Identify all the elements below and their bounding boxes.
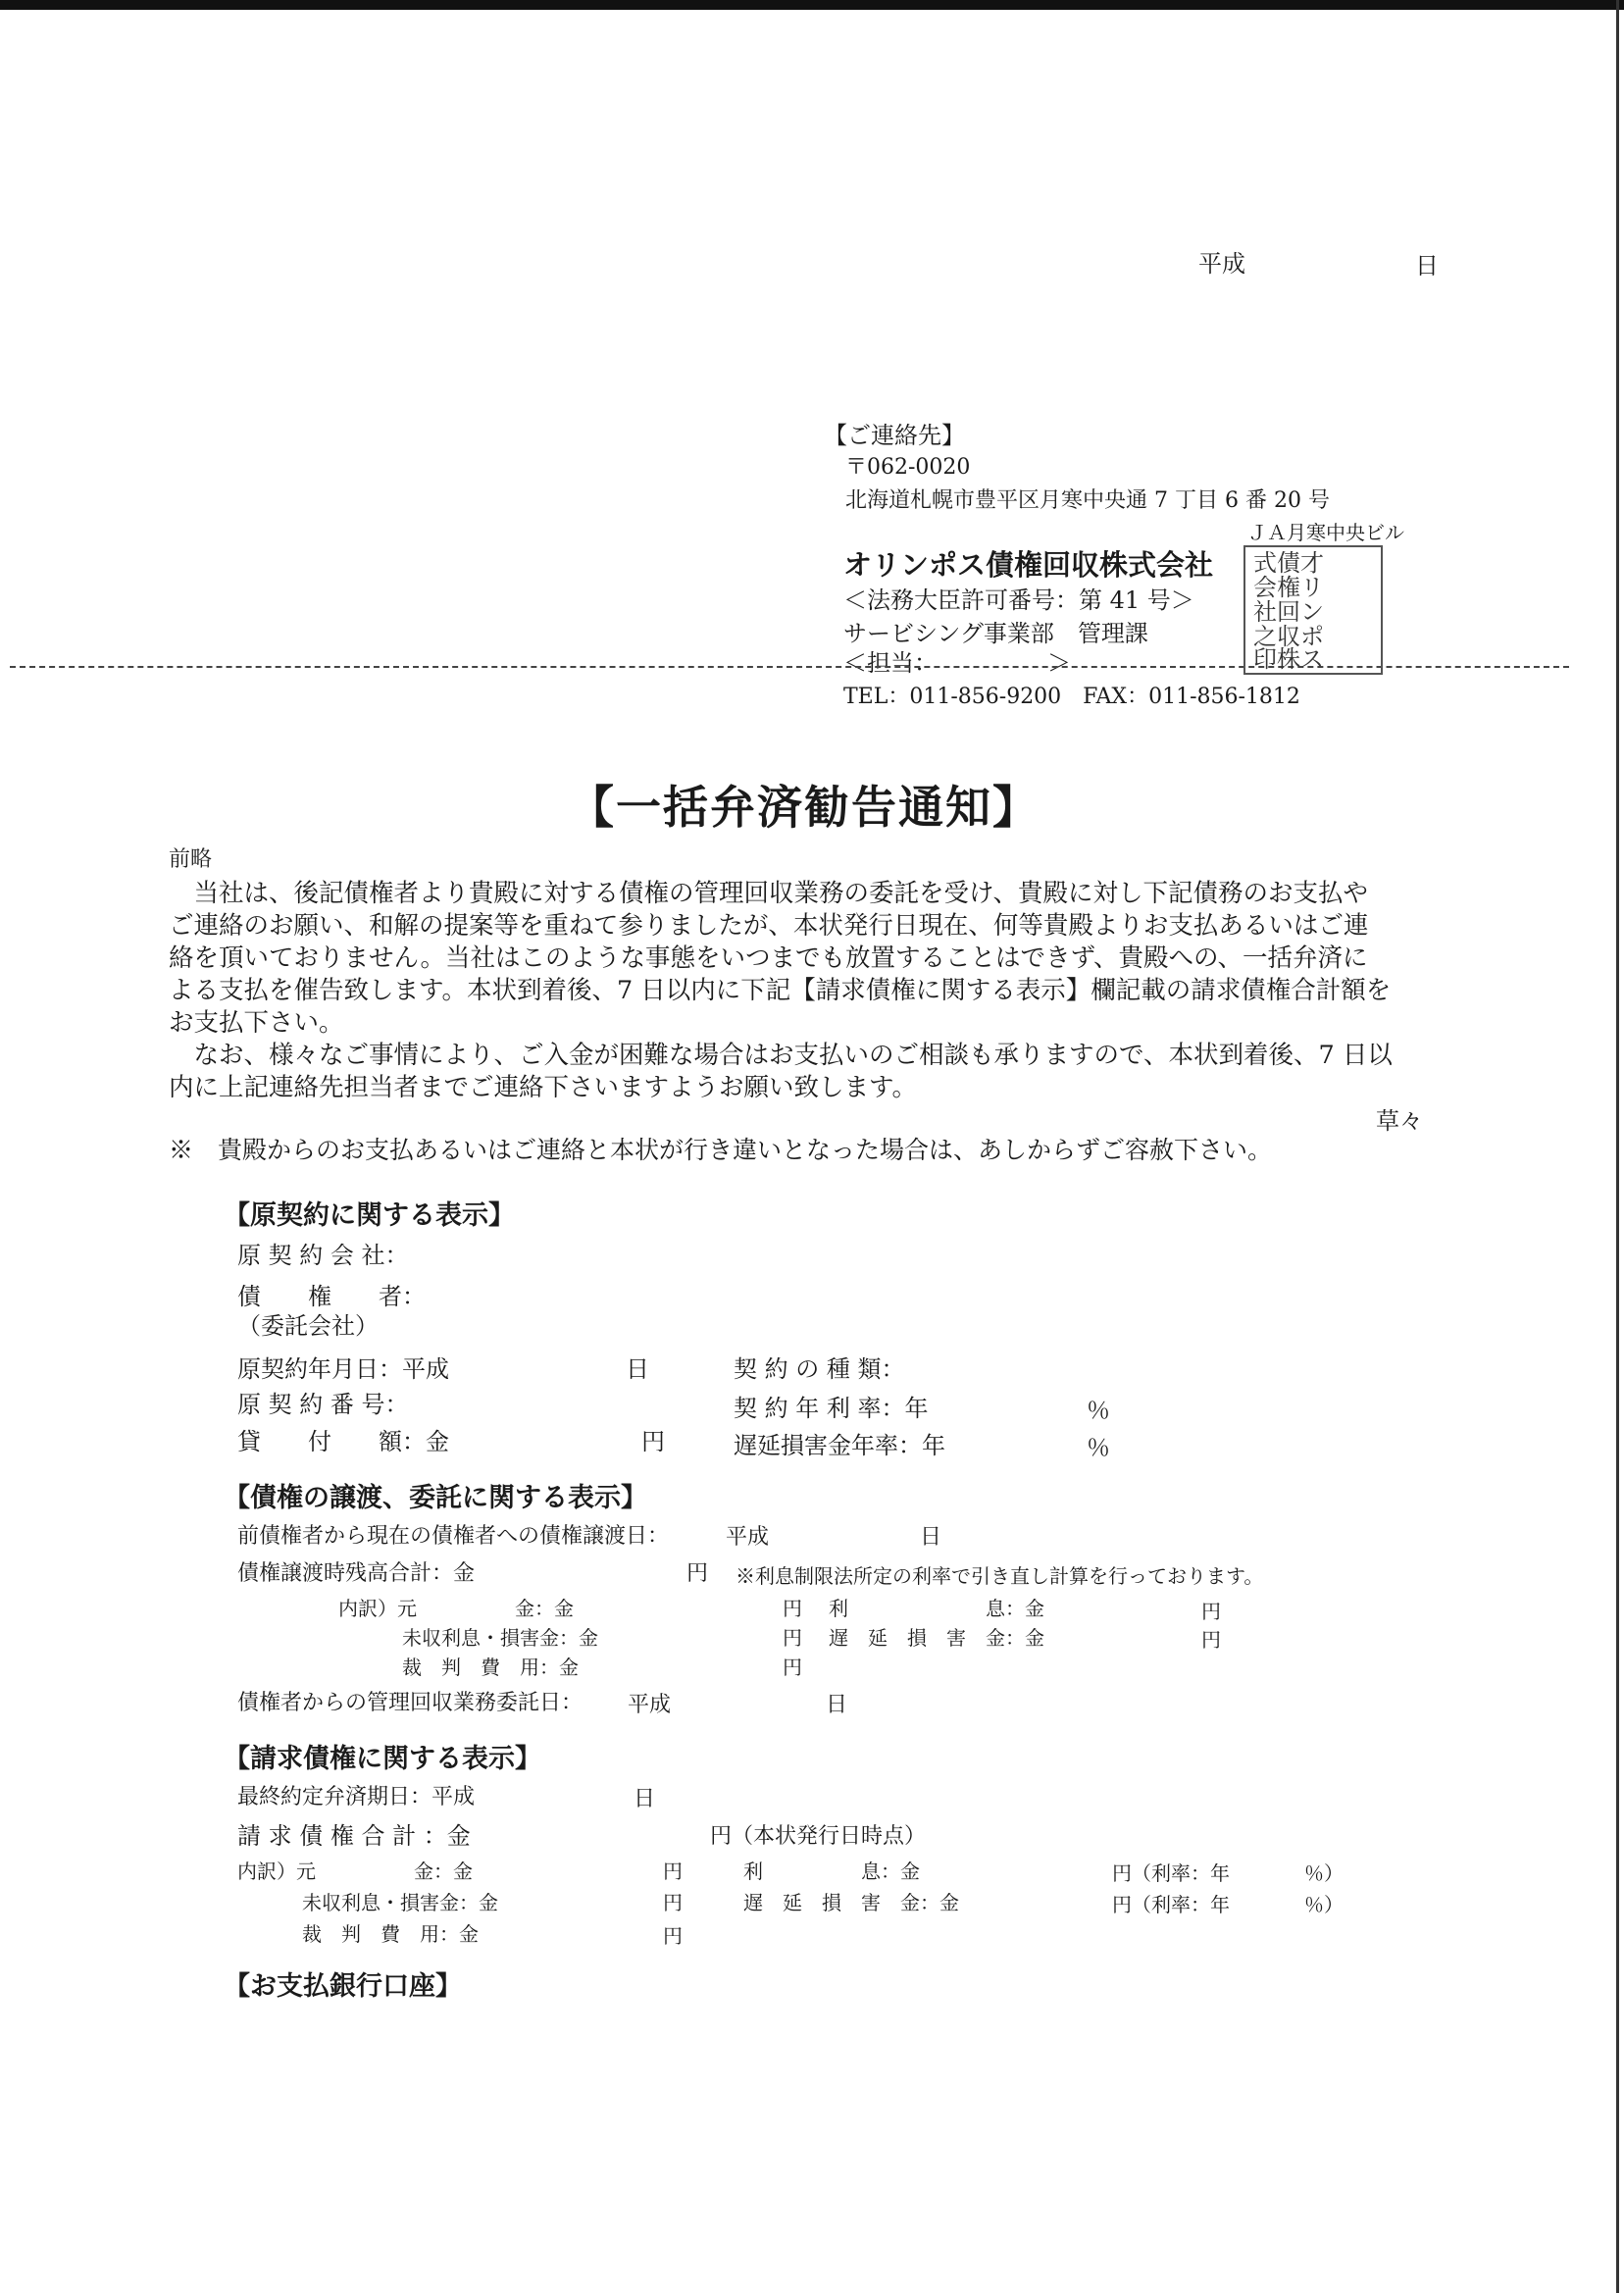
contract-rate-label: 契 約 年 利 率：年 — [734, 1395, 929, 1422]
creditor-sub: （委託会社） — [237, 1312, 379, 1340]
body-line: 内に上記連絡先担当者までご連絡下さいますようお願い致します。 — [169, 1073, 917, 1102]
transfer-date-era: 平成 — [726, 1525, 770, 1550]
transfer-principal-yen: 円 — [783, 1597, 802, 1620]
transfer-balance-yen: 円 — [686, 1561, 709, 1586]
transfer-unpaid-yen: 円 — [783, 1626, 802, 1650]
section-bank-account: 【お支払銀行口座】 — [224, 1971, 462, 2002]
transfer-date-label: 前債権者から現在の債権者への債権譲渡日： — [237, 1524, 670, 1549]
entrust-date-era: 平成 — [628, 1693, 672, 1717]
seal-line: 社回ン — [1253, 598, 1324, 626]
company-seal-stamp — [1243, 545, 1383, 675]
contact-heading: 【ご連絡先】 — [824, 422, 965, 449]
transfer-late-yen: 円 — [1201, 1628, 1221, 1652]
contract-date-day: 日 — [626, 1355, 649, 1383]
claim-unpaid-yen: 円 — [663, 1891, 683, 1914]
note: ※ 貴殿からのお支払あるいはご連絡と本状が行き違いとなった場合は、あしからずご容赦下さい。 — [169, 1136, 1273, 1164]
greeting: 前略 — [169, 847, 213, 872]
loan-amount-yen: 円 — [641, 1428, 665, 1455]
creditor-label: 債 権 者： — [237, 1283, 426, 1310]
claim-interest-pct: ％） — [1304, 1861, 1344, 1885]
claim-total-yen: 円（本状発行日時点） — [710, 1824, 927, 1849]
seal-line: 之収ポ — [1253, 623, 1324, 650]
date-era: 平成 — [1198, 250, 1245, 278]
claim-due-day: 日 — [634, 1787, 656, 1811]
claim-late-rate: 円（利率：年 — [1112, 1893, 1230, 1916]
claim-court-label: 裁 判 費 用：金 — [302, 1922, 479, 1946]
page-edge — [1616, 0, 1619, 2293]
building: ＪＡ月寒中央ビル — [1247, 521, 1404, 544]
claim-interest-label: 利 息：金 — [743, 1860, 920, 1883]
body-line: なお、様々なご事情により、ご入金が困難な場合はお支払いのご相談も承りますので、本状到着後、7 日以 — [169, 1041, 1393, 1070]
transfer-date-day: 日 — [920, 1525, 942, 1550]
transfer-unpaid-label: 未収利息・損害金：金 — [402, 1626, 598, 1650]
body-line: よる支払を催告致します。本状到着後、7 日以内に下記【請求債権に関する表示】欄記載の請求債権合計額を — [169, 976, 1392, 1005]
claim-unpaid-label: 未収利息・損害金：金 — [302, 1891, 498, 1914]
body-line: 当社は、後記債権者より貴殿に対する債権の管理回収業務の委託を受け、貴殿に対し下記債務のお支払や — [169, 879, 1368, 908]
company-name: オリンポス債権回収株式会社 — [843, 548, 1214, 582]
department: サービシング事業部 管理課 — [843, 620, 1148, 647]
license-number: ＜法務大臣許可番号：第 41 号＞ — [843, 586, 1194, 614]
claim-principal-yen: 円 — [663, 1860, 683, 1883]
closing: 草々 — [1376, 1107, 1423, 1135]
contract-rate-pct: ％ — [1087, 1397, 1110, 1424]
section-transfer: 【債権の譲渡、委託に関する表示】 — [224, 1483, 647, 1513]
transfer-interest-yen: 円 — [1201, 1600, 1221, 1623]
transfer-balance-note: ※利息制限法所定の利率で引き直し計算を行っております。 — [736, 1564, 1264, 1588]
body-line: 絡を頂いておりません。当社はこのような事態をいつまでも放置することはできず、貴殿への、一括弁済に — [169, 943, 1368, 973]
claim-principal-label: 内訳）元 金：金 — [237, 1860, 473, 1883]
claim-total-label: 請 求 債 権 合 計 ：金 — [237, 1822, 471, 1850]
contract-type-label: 契 約 の 種 類： — [734, 1355, 905, 1383]
claim-interest-rate: 円（利率：年 — [1112, 1861, 1230, 1885]
transfer-principal-label: 内訳）元 金：金 — [338, 1597, 574, 1620]
original-company-label: 原 契 約 会 社： — [237, 1242, 409, 1269]
body-line: ご連絡のお願い、和解の提案等を重ねて参りましたが、本状発行日現在、何等貴殿よりお支払あるいはご連 — [169, 911, 1369, 941]
claim-due-label: 最終約定弁済期日：平成 — [237, 1785, 476, 1809]
date-day: 日 — [1415, 252, 1439, 280]
transfer-court-yen: 円 — [783, 1656, 802, 1679]
document-title: 【一括弁済勧告通知】 — [569, 781, 1040, 834]
seal-line: 印株ス — [1253, 645, 1324, 673]
late-rate-pct: ％ — [1087, 1434, 1110, 1461]
top-border — [0, 0, 1624, 10]
claim-late-pct: ％） — [1304, 1893, 1344, 1916]
claim-late-label: 遅 延 損 害 金：金 — [743, 1891, 959, 1914]
section-claim: 【請求債権に関する表示】 — [224, 1744, 541, 1774]
transfer-balance-label: 債権譲渡時残高合計：金 — [237, 1561, 476, 1586]
tel-fax: TEL：011-856-9200 FAX：011-856-1812 — [843, 685, 1300, 709]
loan-amount-label: 貸 付 額：金 — [237, 1428, 449, 1455]
body-line: お支払下さい。 — [169, 1008, 344, 1038]
seal-line: 式債才 — [1253, 549, 1324, 577]
entrust-date-day: 日 — [826, 1693, 848, 1717]
section-original-contract: 【原契約に関する表示】 — [224, 1200, 515, 1231]
transfer-late-label: 遅 延 損 害 金：金 — [829, 1626, 1044, 1650]
postal-code: 〒062-0020 — [845, 455, 971, 480]
person-in-charge-open: ＜担当： — [843, 649, 938, 677]
transfer-interest-label: 利 息：金 — [829, 1597, 1044, 1620]
transfer-court-label: 裁 判 費 用：金 — [402, 1656, 579, 1679]
address: 北海道札幌市豊平区月寒中央通 7 丁目 6 番 20 号 — [845, 488, 1330, 513]
claim-court-yen: 円 — [663, 1924, 683, 1948]
late-rate-label: 遅延損害金年率：年 — [734, 1432, 945, 1459]
contract-number-label: 原 契 約 番 号： — [237, 1391, 409, 1418]
person-in-charge-close: ＞ — [1047, 649, 1071, 677]
seal-line: 会権リ — [1253, 574, 1324, 601]
contract-date-label: 原契約年月日：平成 — [237, 1355, 449, 1383]
entrust-date-label: 債権者からの管理回収業務委託日： — [237, 1691, 584, 1715]
